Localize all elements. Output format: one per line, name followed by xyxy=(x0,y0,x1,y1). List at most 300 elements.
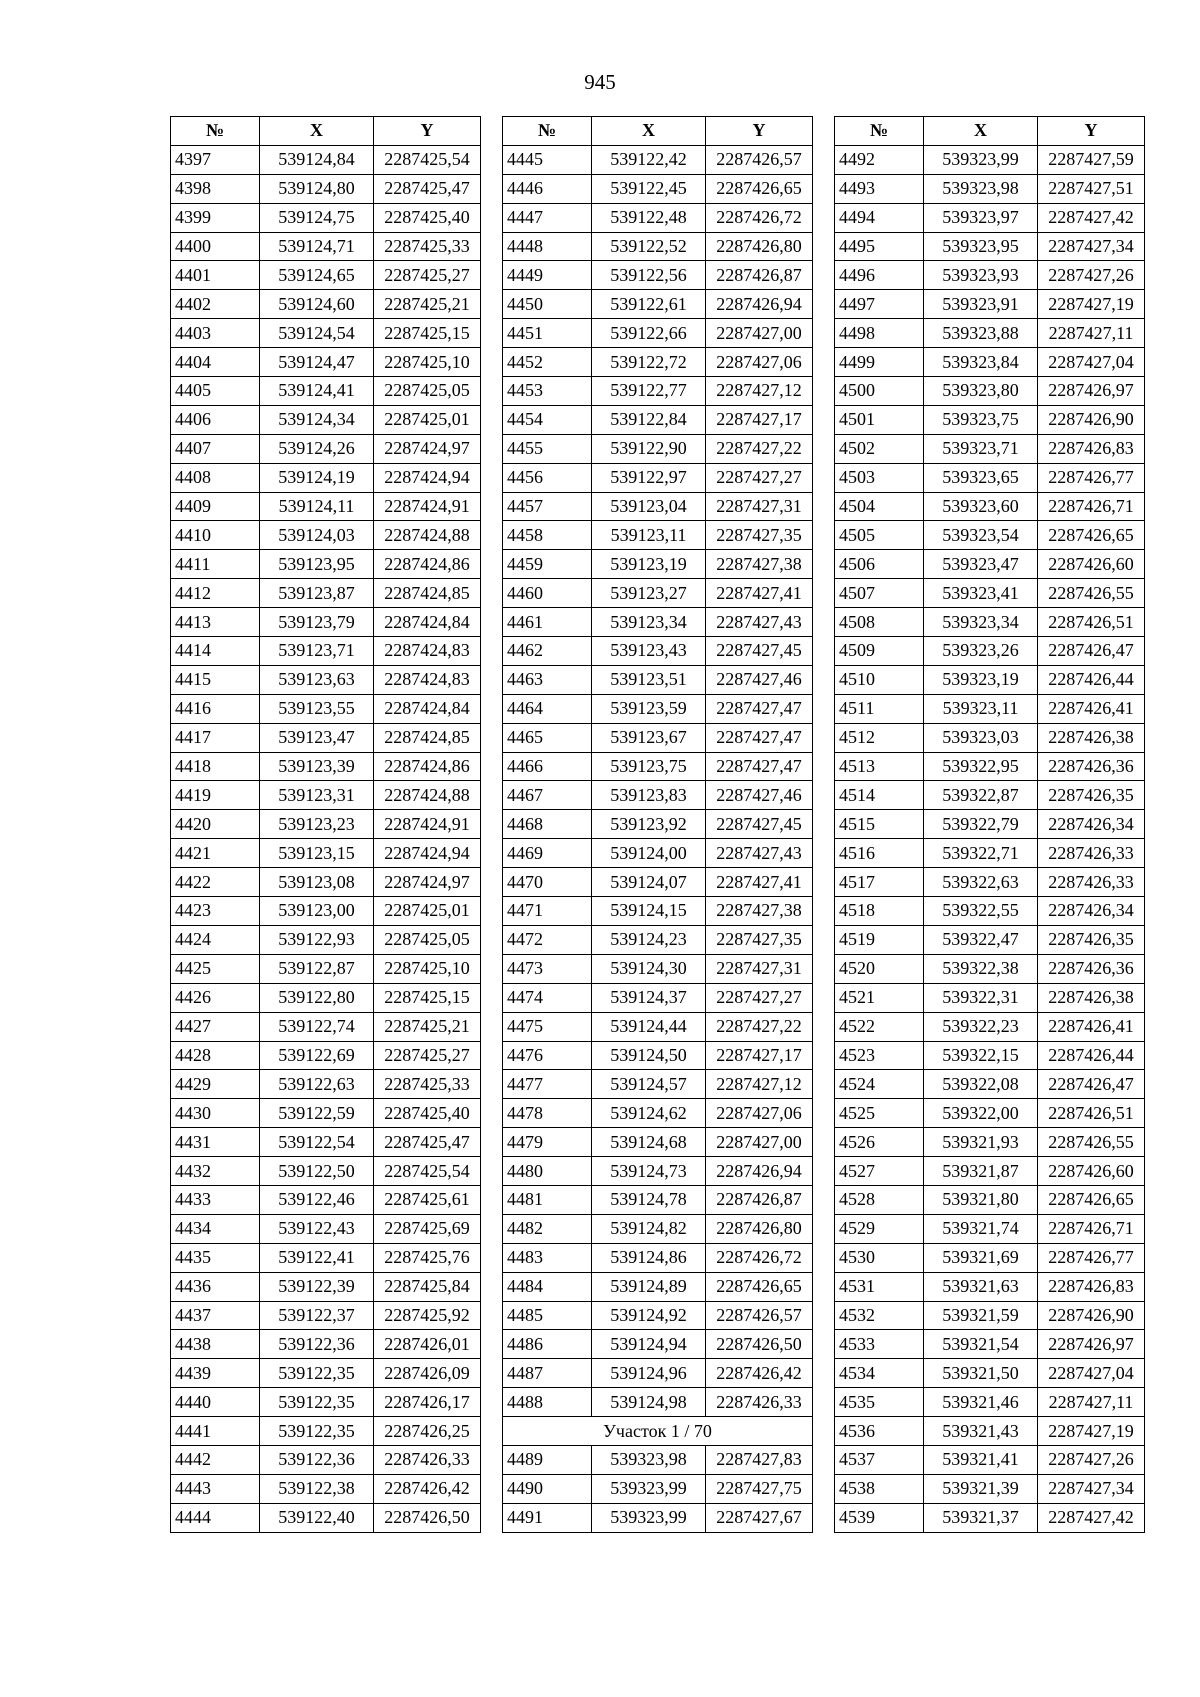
y-coordinate: 2287424,84 xyxy=(374,608,481,637)
table-row xyxy=(171,665,481,694)
table-row xyxy=(171,550,481,579)
table-row xyxy=(503,1330,813,1359)
x-coordinate: 539322,38 xyxy=(924,954,1038,983)
table-row xyxy=(835,954,1145,983)
y-coordinate: 2287427,41 xyxy=(706,868,813,897)
x-coordinate: 539123,63 xyxy=(260,665,374,694)
y-coordinate: 2287427,38 xyxy=(706,897,813,926)
table-row xyxy=(171,983,481,1012)
y-coordinate: 2287427,11 xyxy=(1038,319,1145,348)
table-row xyxy=(171,637,481,666)
y-coordinate: 2287427,27 xyxy=(706,463,813,492)
table-row xyxy=(835,1503,1145,1532)
x-coordinate: 539124,65 xyxy=(260,261,374,290)
point-number: 4506 xyxy=(835,550,924,579)
point-number: 4512 xyxy=(835,723,924,752)
table-row xyxy=(835,348,1145,377)
header-x: X xyxy=(260,117,374,146)
x-coordinate: 539123,00 xyxy=(260,897,374,926)
point-number: 4502 xyxy=(835,434,924,463)
x-coordinate: 539123,15 xyxy=(260,839,374,868)
y-coordinate: 2287427,46 xyxy=(706,781,813,810)
x-coordinate: 539122,40 xyxy=(260,1503,374,1532)
x-coordinate: 539124,94 xyxy=(592,1330,706,1359)
point-number: 4474 xyxy=(503,983,592,1012)
y-coordinate: 2287427,35 xyxy=(706,521,813,550)
table-row xyxy=(171,1099,481,1128)
table-row xyxy=(503,1503,813,1532)
y-coordinate: 2287424,85 xyxy=(374,579,481,608)
y-coordinate: 2287424,86 xyxy=(374,752,481,781)
table-row xyxy=(835,319,1145,348)
y-coordinate: 2287425,33 xyxy=(374,232,481,261)
table-row xyxy=(503,463,813,492)
point-number: 4518 xyxy=(835,897,924,926)
y-coordinate: 2287424,94 xyxy=(374,463,481,492)
y-coordinate: 2287425,05 xyxy=(374,925,481,954)
coordinates-table-1 xyxy=(170,116,481,1533)
y-coordinate: 2287426,33 xyxy=(1038,868,1145,897)
point-number: 4509 xyxy=(835,637,924,666)
y-coordinate: 2287424,83 xyxy=(374,637,481,666)
point-number: 4524 xyxy=(835,1070,924,1099)
y-coordinate: 2287424,83 xyxy=(374,665,481,694)
x-coordinate: 539321,43 xyxy=(924,1417,1038,1446)
point-number: 4463 xyxy=(503,665,592,694)
x-coordinate: 539124,00 xyxy=(592,839,706,868)
point-number: 4429 xyxy=(171,1070,260,1099)
point-number: 4491 xyxy=(503,1503,592,1532)
table-row xyxy=(171,1185,481,1214)
x-coordinate: 539124,80 xyxy=(260,174,374,203)
table-row xyxy=(835,1214,1145,1243)
table-row xyxy=(835,1041,1145,1070)
y-coordinate: 2287427,83 xyxy=(706,1445,813,1474)
x-coordinate: 539124,84 xyxy=(260,145,374,174)
point-number: 4475 xyxy=(503,1012,592,1041)
table-row xyxy=(503,174,813,203)
y-coordinate: 2287426,38 xyxy=(1038,983,1145,1012)
point-number: 4499 xyxy=(835,348,924,377)
x-coordinate: 539124,73 xyxy=(592,1157,706,1186)
table-row xyxy=(503,1099,813,1128)
point-number: 4407 xyxy=(171,434,260,463)
point-number: 4539 xyxy=(835,1503,924,1532)
point-number: 4493 xyxy=(835,174,924,203)
point-number: 4402 xyxy=(171,290,260,319)
table-row xyxy=(171,1445,481,1474)
point-number: 4417 xyxy=(171,723,260,752)
y-coordinate: 2287425,27 xyxy=(374,261,481,290)
y-coordinate: 2287425,40 xyxy=(374,203,481,232)
point-number: 4461 xyxy=(503,608,592,637)
x-coordinate: 539123,11 xyxy=(592,521,706,550)
x-coordinate: 539122,35 xyxy=(260,1359,374,1388)
point-number: 4415 xyxy=(171,665,260,694)
y-coordinate: 2287426,44 xyxy=(1038,665,1145,694)
x-coordinate: 539323,26 xyxy=(924,637,1038,666)
x-coordinate: 539124,50 xyxy=(592,1041,706,1070)
x-coordinate: 539123,23 xyxy=(260,810,374,839)
y-coordinate: 2287424,88 xyxy=(374,781,481,810)
table-row xyxy=(835,983,1145,1012)
y-coordinate: 2287425,69 xyxy=(374,1214,481,1243)
x-coordinate: 539122,80 xyxy=(260,983,374,1012)
x-coordinate: 539323,98 xyxy=(924,174,1038,203)
x-coordinate: 539124,54 xyxy=(260,319,374,348)
point-number: 4498 xyxy=(835,319,924,348)
table-row xyxy=(171,1272,481,1301)
x-coordinate: 539322,55 xyxy=(924,897,1038,926)
table-row xyxy=(835,1417,1145,1446)
y-coordinate: 2287425,92 xyxy=(374,1301,481,1330)
y-coordinate: 2287426,60 xyxy=(1038,550,1145,579)
y-coordinate: 2287426,71 xyxy=(1038,1214,1145,1243)
point-number: 4427 xyxy=(171,1012,260,1041)
point-number: 4398 xyxy=(171,174,260,203)
y-coordinate: 2287426,83 xyxy=(1038,434,1145,463)
x-coordinate: 539323,80 xyxy=(924,377,1038,406)
table-row xyxy=(835,925,1145,954)
x-coordinate: 539122,41 xyxy=(260,1243,374,1272)
table-row xyxy=(835,1301,1145,1330)
point-number: 4444 xyxy=(171,1503,260,1532)
table-row xyxy=(503,665,813,694)
x-coordinate: 539123,04 xyxy=(592,492,706,521)
point-number: 4459 xyxy=(503,550,592,579)
point-number: 4442 xyxy=(171,1445,260,1474)
point-number: 4495 xyxy=(835,232,924,261)
point-number: 4397 xyxy=(171,145,260,174)
table-row xyxy=(171,261,481,290)
point-number: 4480 xyxy=(503,1157,592,1186)
y-coordinate: 2287426,94 xyxy=(706,290,813,319)
x-coordinate: 539124,23 xyxy=(592,925,706,954)
table-row xyxy=(171,723,481,752)
y-coordinate: 2287426,87 xyxy=(706,1185,813,1214)
y-coordinate: 2287427,43 xyxy=(706,608,813,637)
y-coordinate: 2287426,47 xyxy=(1038,637,1145,666)
point-number: 4482 xyxy=(503,1214,592,1243)
y-coordinate: 2287426,65 xyxy=(1038,521,1145,550)
table-row xyxy=(503,290,813,319)
point-number: 4470 xyxy=(503,868,592,897)
y-coordinate: 2287425,47 xyxy=(374,174,481,203)
point-number: 4492 xyxy=(835,145,924,174)
header-number: № xyxy=(835,117,924,146)
y-coordinate: 2287426,60 xyxy=(1038,1157,1145,1186)
point-number: 4511 xyxy=(835,694,924,723)
x-coordinate: 539122,46 xyxy=(260,1185,374,1214)
point-number: 4426 xyxy=(171,983,260,1012)
point-number: 4525 xyxy=(835,1099,924,1128)
point-number: 4452 xyxy=(503,348,592,377)
x-coordinate: 539124,41 xyxy=(260,377,374,406)
x-coordinate: 539321,59 xyxy=(924,1301,1038,1330)
y-coordinate: 2287427,26 xyxy=(1038,261,1145,290)
point-number: 4473 xyxy=(503,954,592,983)
x-coordinate: 539124,92 xyxy=(592,1301,706,1330)
y-coordinate: 2287426,51 xyxy=(1038,608,1145,637)
x-coordinate: 539122,35 xyxy=(260,1417,374,1446)
y-coordinate: 2287424,91 xyxy=(374,810,481,839)
point-number: 4514 xyxy=(835,781,924,810)
y-coordinate: 2287426,42 xyxy=(374,1474,481,1503)
x-coordinate: 539323,75 xyxy=(924,405,1038,434)
y-coordinate: 2287426,72 xyxy=(706,1243,813,1272)
table-row xyxy=(503,1445,813,1474)
y-coordinate: 2287427,46 xyxy=(706,665,813,694)
x-coordinate: 539123,79 xyxy=(260,608,374,637)
y-coordinate: 2287426,55 xyxy=(1038,1128,1145,1157)
y-coordinate: 2287426,80 xyxy=(706,1214,813,1243)
point-number: 4520 xyxy=(835,954,924,983)
y-coordinate: 2287427,45 xyxy=(706,637,813,666)
table-row xyxy=(835,1012,1145,1041)
point-number: 4478 xyxy=(503,1099,592,1128)
table-row xyxy=(171,203,481,232)
point-number: 4441 xyxy=(171,1417,260,1446)
y-coordinate: 2287426,33 xyxy=(374,1445,481,1474)
y-coordinate: 2287424,85 xyxy=(374,723,481,752)
x-coordinate: 539323,99 xyxy=(924,145,1038,174)
point-number: 4532 xyxy=(835,1301,924,1330)
coordinates-table-3 xyxy=(834,116,1145,1533)
x-coordinate: 539123,83 xyxy=(592,781,706,810)
y-coordinate: 2287427,19 xyxy=(1038,290,1145,319)
header-x: X xyxy=(924,117,1038,146)
y-coordinate: 2287425,01 xyxy=(374,405,481,434)
table-row xyxy=(171,1330,481,1359)
point-number: 4404 xyxy=(171,348,260,377)
y-coordinate: 2287427,00 xyxy=(706,1128,813,1157)
y-coordinate: 2287424,94 xyxy=(374,839,481,868)
y-coordinate: 2287425,54 xyxy=(374,1157,481,1186)
point-number: 4432 xyxy=(171,1157,260,1186)
y-coordinate: 2287426,34 xyxy=(1038,810,1145,839)
table-row xyxy=(503,839,813,868)
point-number: 4455 xyxy=(503,434,592,463)
x-coordinate: 539321,93 xyxy=(924,1128,1038,1157)
table-row xyxy=(503,1243,813,1272)
y-coordinate: 2287425,61 xyxy=(374,1185,481,1214)
x-coordinate: 539122,39 xyxy=(260,1272,374,1301)
table-row xyxy=(171,1417,481,1446)
x-coordinate: 539322,47 xyxy=(924,925,1038,954)
point-number: 4435 xyxy=(171,1243,260,1272)
y-coordinate: 2287426,17 xyxy=(374,1388,481,1417)
table-row xyxy=(835,550,1145,579)
x-coordinate: 539322,15 xyxy=(924,1041,1038,1070)
y-coordinate: 2287426,87 xyxy=(706,261,813,290)
x-coordinate: 539323,99 xyxy=(592,1474,706,1503)
table-row xyxy=(171,897,481,926)
table-row xyxy=(835,665,1145,694)
y-coordinate: 2287427,06 xyxy=(706,1099,813,1128)
x-coordinate: 539122,56 xyxy=(592,261,706,290)
table-row xyxy=(171,434,481,463)
table-row xyxy=(835,752,1145,781)
point-number: 4508 xyxy=(835,608,924,637)
table-row xyxy=(835,434,1145,463)
point-number: 4421 xyxy=(171,839,260,868)
table-row xyxy=(171,319,481,348)
point-number: 4409 xyxy=(171,492,260,521)
x-coordinate: 539123,71 xyxy=(260,637,374,666)
table-row xyxy=(171,810,481,839)
table-row xyxy=(835,377,1145,406)
point-number: 4471 xyxy=(503,897,592,926)
y-coordinate: 2287424,84 xyxy=(374,694,481,723)
x-coordinate: 539321,39 xyxy=(924,1474,1038,1503)
point-number: 4418 xyxy=(171,752,260,781)
table-row xyxy=(171,463,481,492)
table-row xyxy=(171,579,481,608)
table-row xyxy=(171,1128,481,1157)
point-number: 4410 xyxy=(171,521,260,550)
table-row xyxy=(171,290,481,319)
table-row xyxy=(503,1388,813,1417)
header-row xyxy=(835,117,1145,146)
point-number: 4531 xyxy=(835,1272,924,1301)
point-number: 4519 xyxy=(835,925,924,954)
table-row xyxy=(835,810,1145,839)
table-row xyxy=(171,1388,481,1417)
table-row xyxy=(503,521,813,550)
x-coordinate: 539123,39 xyxy=(260,752,374,781)
x-coordinate: 539323,47 xyxy=(924,550,1038,579)
table-row xyxy=(503,579,813,608)
table-row xyxy=(835,232,1145,261)
table-row xyxy=(503,723,813,752)
table-row xyxy=(835,145,1145,174)
point-number: 4523 xyxy=(835,1041,924,1070)
x-coordinate: 539321,63 xyxy=(924,1272,1038,1301)
point-number: 4454 xyxy=(503,405,592,434)
y-coordinate: 2287427,34 xyxy=(1038,1474,1145,1503)
point-number: 4534 xyxy=(835,1359,924,1388)
table-row xyxy=(171,1503,481,1532)
x-coordinate: 539321,87 xyxy=(924,1157,1038,1186)
y-coordinate: 2287427,04 xyxy=(1038,1359,1145,1388)
y-coordinate: 2287426,57 xyxy=(706,1301,813,1330)
y-coordinate: 2287426,50 xyxy=(374,1503,481,1532)
point-number: 4430 xyxy=(171,1099,260,1128)
y-coordinate: 2287424,91 xyxy=(374,492,481,521)
point-number: 4440 xyxy=(171,1388,260,1417)
x-coordinate: 539122,61 xyxy=(592,290,706,319)
x-coordinate: 539123,27 xyxy=(592,579,706,608)
x-coordinate: 539122,63 xyxy=(260,1070,374,1099)
table-row xyxy=(171,1157,481,1186)
x-coordinate: 539124,62 xyxy=(592,1099,706,1128)
y-coordinate: 2287427,19 xyxy=(1038,1417,1145,1446)
x-coordinate: 539124,57 xyxy=(592,1070,706,1099)
table-row xyxy=(503,145,813,174)
point-number: 4458 xyxy=(503,521,592,550)
x-coordinate: 539323,97 xyxy=(924,203,1038,232)
y-coordinate: 2287427,22 xyxy=(706,434,813,463)
x-coordinate: 539123,31 xyxy=(260,781,374,810)
y-coordinate: 2287427,11 xyxy=(1038,1388,1145,1417)
table-row xyxy=(503,261,813,290)
x-coordinate: 539122,48 xyxy=(592,203,706,232)
x-coordinate: 539124,60 xyxy=(260,290,374,319)
table-row xyxy=(503,983,813,1012)
y-coordinate: 2287427,31 xyxy=(706,492,813,521)
x-coordinate: 539322,79 xyxy=(924,810,1038,839)
table-row xyxy=(835,1185,1145,1214)
table-row xyxy=(503,434,813,463)
table-row xyxy=(171,694,481,723)
point-number: 4526 xyxy=(835,1128,924,1157)
x-coordinate: 539323,71 xyxy=(924,434,1038,463)
table-row xyxy=(503,1359,813,1388)
x-coordinate: 539124,19 xyxy=(260,463,374,492)
x-coordinate: 539124,96 xyxy=(592,1359,706,1388)
y-coordinate: 2287427,12 xyxy=(706,377,813,406)
y-coordinate: 2287425,15 xyxy=(374,319,481,348)
y-coordinate: 2287426,77 xyxy=(1038,1243,1145,1272)
y-coordinate: 2287427,22 xyxy=(706,1012,813,1041)
point-number: 4399 xyxy=(171,203,260,232)
table-row xyxy=(503,1128,813,1157)
table-row xyxy=(835,492,1145,521)
x-coordinate: 539123,55 xyxy=(260,694,374,723)
table-row xyxy=(835,579,1145,608)
x-coordinate: 539323,03 xyxy=(924,723,1038,752)
point-number: 4439 xyxy=(171,1359,260,1388)
header-row xyxy=(171,117,481,146)
point-number: 4423 xyxy=(171,897,260,926)
point-number: 4507 xyxy=(835,579,924,608)
y-coordinate: 2287426,33 xyxy=(706,1388,813,1417)
point-number: 4413 xyxy=(171,608,260,637)
x-coordinate: 539323,65 xyxy=(924,463,1038,492)
y-coordinate: 2287426,97 xyxy=(1038,377,1145,406)
y-coordinate: 2287427,42 xyxy=(1038,1503,1145,1532)
x-coordinate: 539123,34 xyxy=(592,608,706,637)
x-coordinate: 539123,87 xyxy=(260,579,374,608)
x-coordinate: 539124,89 xyxy=(592,1272,706,1301)
y-coordinate: 2287424,97 xyxy=(374,434,481,463)
y-coordinate: 2287425,54 xyxy=(374,145,481,174)
y-coordinate: 2287425,40 xyxy=(374,1099,481,1128)
point-number: 4488 xyxy=(503,1388,592,1417)
x-coordinate: 539124,98 xyxy=(592,1388,706,1417)
x-coordinate: 539123,59 xyxy=(592,694,706,723)
point-number: 4497 xyxy=(835,290,924,319)
point-number: 4477 xyxy=(503,1070,592,1099)
x-coordinate: 539323,54 xyxy=(924,521,1038,550)
point-number: 4515 xyxy=(835,810,924,839)
table-row xyxy=(503,694,813,723)
table-row xyxy=(171,839,481,868)
x-coordinate: 539124,44 xyxy=(592,1012,706,1041)
x-coordinate: 539122,37 xyxy=(260,1301,374,1330)
y-coordinate: 2287424,86 xyxy=(374,550,481,579)
x-coordinate: 539124,47 xyxy=(260,348,374,377)
point-number: 4420 xyxy=(171,810,260,839)
x-coordinate: 539323,84 xyxy=(924,348,1038,377)
table-row xyxy=(835,1445,1145,1474)
table-row xyxy=(503,637,813,666)
point-number: 4414 xyxy=(171,637,260,666)
table-row xyxy=(503,897,813,926)
x-coordinate: 539322,87 xyxy=(924,781,1038,810)
table-row xyxy=(835,868,1145,897)
x-coordinate: 539124,75 xyxy=(260,203,374,232)
